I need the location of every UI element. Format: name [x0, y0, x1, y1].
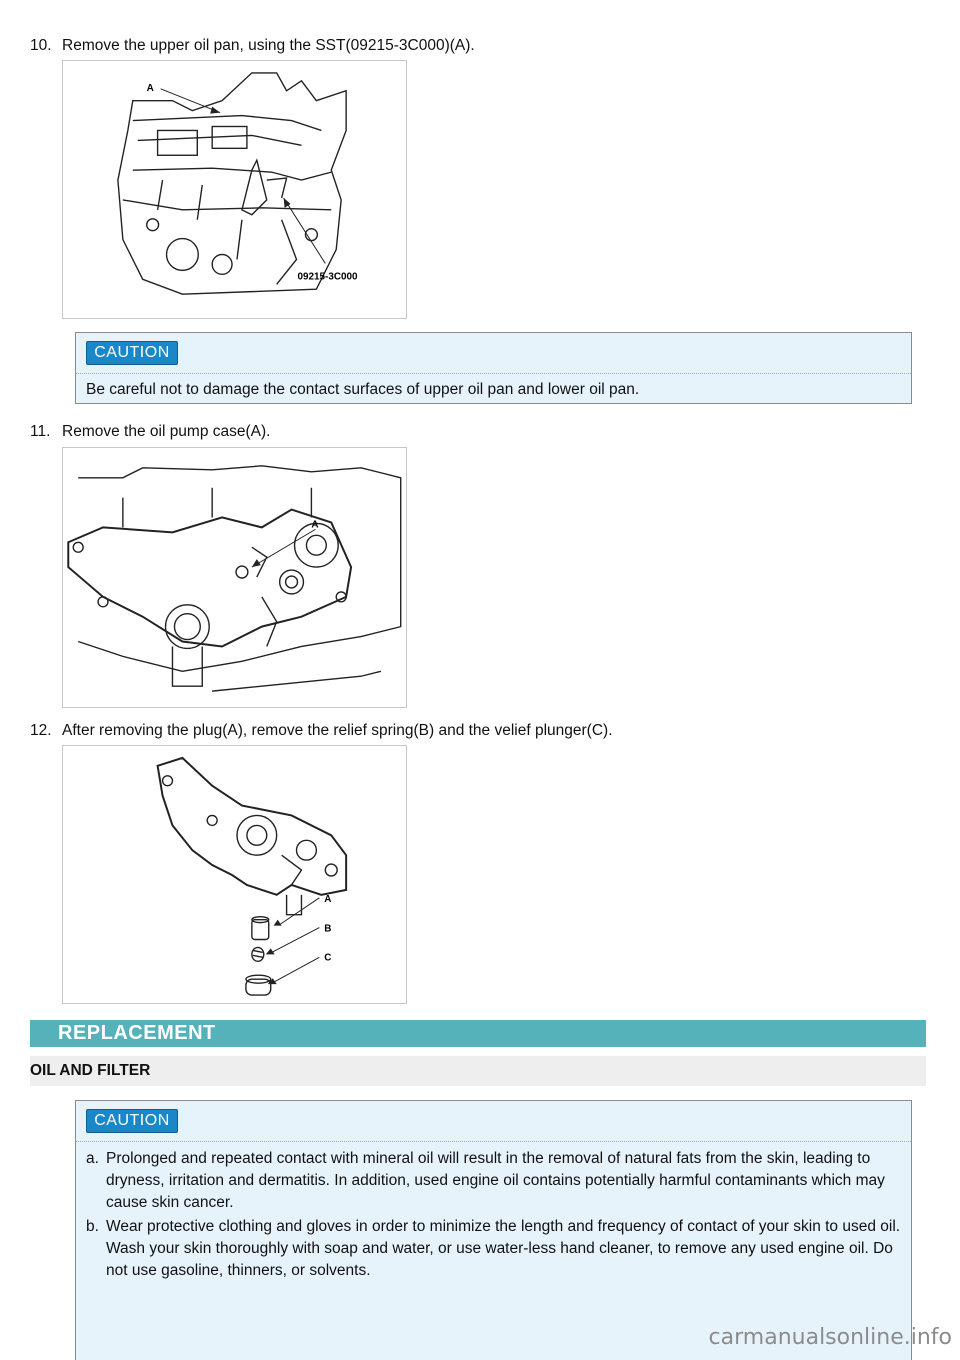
step-10 — [30, 36, 920, 56]
list-item — [86, 1148, 905, 1214]
step-number: 11. — [30, 423, 51, 440]
list-item-label: b. — [86, 1218, 99, 1235]
upper-oil-pan-illustration — [63, 61, 406, 318]
caution-badge: CAUTION — [86, 1109, 178, 1133]
label-c: C — [324, 952, 332, 964]
caution-box-1 — [75, 332, 912, 404]
list-item-text: Wear protective clothing and gloves in order to minimize the length and frequency of contact of your skin to used oil. Wash your skin thoroughly with soap and water, or use water-less hand cleaner, to remove any used engine oil. Do not use gasoline, thinners, or solvents. — [106, 1218, 901, 1279]
step-12 — [30, 721, 920, 741]
step-text: Remove the upper oil pan, using the SST(09215-3C000)(A). — [62, 37, 475, 54]
figure-relief-plunger — [62, 745, 407, 1004]
figure-oil-pump-case — [62, 447, 407, 708]
step-text: Remove the oil pump case(A). — [62, 423, 271, 440]
label-a: A — [311, 519, 319, 531]
label-b: B — [324, 923, 332, 935]
label-sst: 09215-3C000 — [297, 271, 358, 283]
caution-list — [76, 1142, 911, 1282]
list-item-label: a. — [86, 1150, 99, 1167]
caution-header — [76, 333, 911, 374]
label-a: A — [146, 82, 154, 94]
step-11 — [30, 422, 920, 442]
figure-upper-oil-pan — [62, 60, 407, 319]
relief-plunger-illustration — [63, 746, 406, 1003]
list-item — [86, 1216, 905, 1282]
step-number: 12. — [30, 722, 52, 739]
step-text: After removing the plug(A), remove the relief spring(B) and the velief plunger(C). — [62, 722, 613, 739]
list-item-text: Prolonged and repeated contact with mineral oil will result in the removal of natural fats from the skin, leading to dryness, irritation and dermatitis. In addition, used engine oil contains potentially harmful contaminants which may cause skin cancer. — [106, 1150, 885, 1211]
caution-box-2 — [75, 1100, 912, 1360]
label-a: A — [324, 893, 332, 905]
watermark: carmanualsonline.info — [708, 1325, 952, 1350]
caution-header — [76, 1101, 911, 1142]
caution-text: Be careful not to damage the contact surfaces of upper oil pan and lower oil pan. — [86, 381, 640, 398]
oil-pump-case-illustration — [63, 448, 406, 707]
step-number: 10. — [30, 37, 52, 54]
section-subtitle: OIL AND FILTER — [30, 1056, 926, 1086]
caution-badge: CAUTION — [86, 341, 178, 365]
section-title-bar: REPLACEMENT — [30, 1020, 926, 1047]
